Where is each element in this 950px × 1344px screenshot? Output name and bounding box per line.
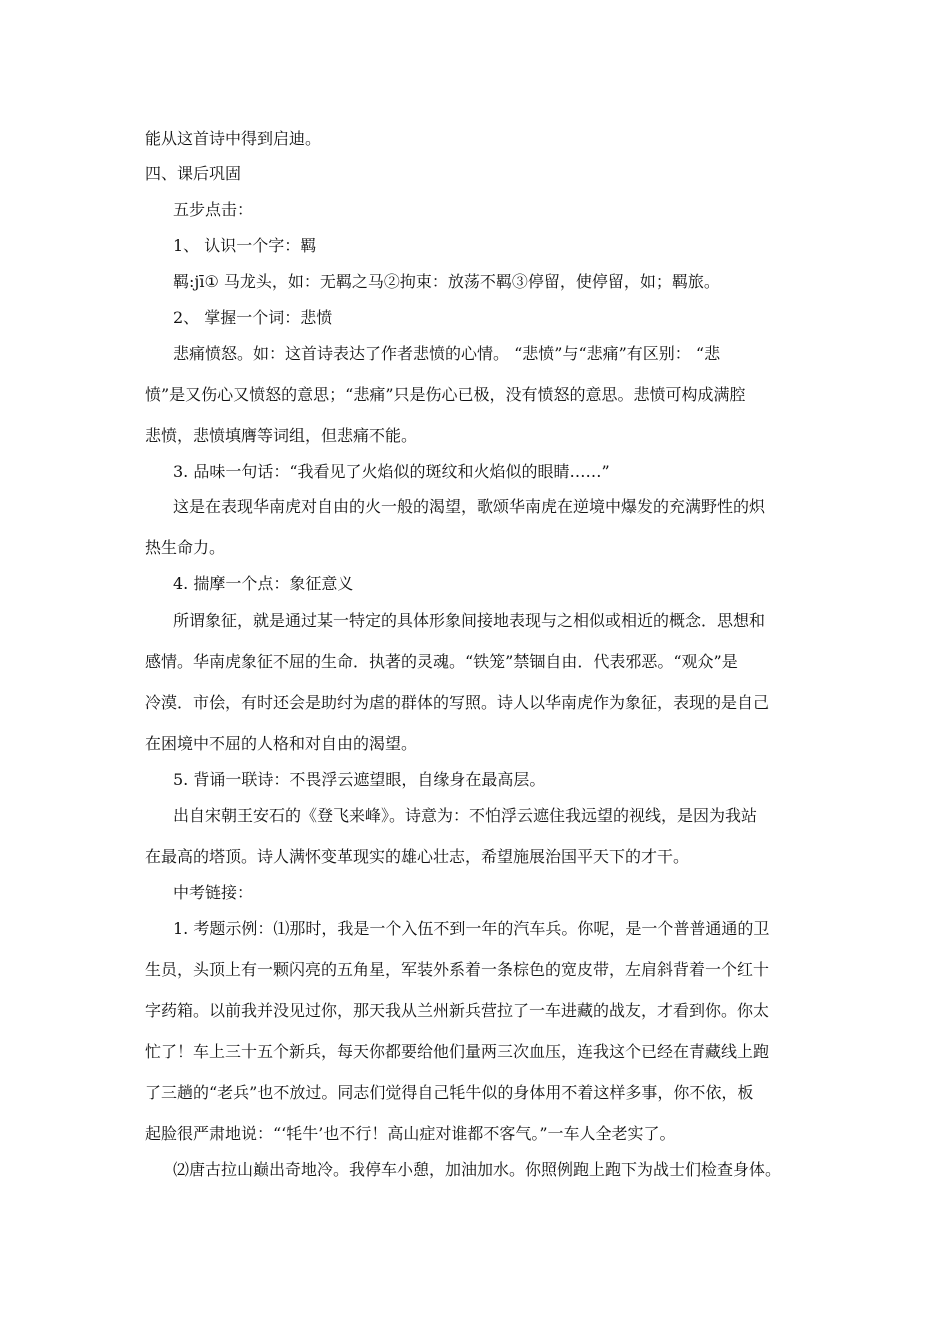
text-line: 所谓象征，就是通过某一特定的具体形象间接地表现与之相似或相近的概念．思想和	[173, 611, 766, 630]
section-heading: 四、课后巩固	[145, 164, 242, 183]
text-line: 五步点击：	[173, 200, 254, 219]
text-line: 愤”是又伤心又愤怒的意思；“悲痛”只是伤心已极，没有愤怒的意思。悲愤可构成满腔	[145, 385, 746, 404]
text-line: 悲痛愤怒。如：这首诗表达了作者悲愤的心情。 “悲愤”与“悲痛”有区别： “悲	[173, 344, 721, 363]
text-line: 在最高的塔顶。诗人满怀变革现实的雄心壮志，希望施展治国平天下的才干。	[145, 847, 690, 866]
text-line: 生员，头顶上有一颗闪亮的五角星，军装外系着一条棕色的宽皮带，左肩斜背着一个红十	[145, 960, 770, 979]
list-item: 3. 品味一句话：“我看见了火焰似的斑纹和火焰似的眼睛……”	[173, 462, 610, 481]
text-line: 悲愤，悲愤填膺等词组，但悲痛不能。	[145, 426, 418, 445]
text-line: 这是在表现华南虎对自由的火一般的渴望，歌颂华南虎在逆境中爆发的充满野性的炽	[173, 497, 766, 516]
text-line: 冷漠．市侩，有时还会是助纣为虐的群体的写照。诗人以华南虎作为象征，表现的是自己	[145, 693, 770, 712]
list-item: 2、 掌握一个词：悲愤	[173, 308, 333, 327]
list-item: 1. 考题示例：⑴那时，我是一个入伍不到一年的汽车兵。你呢，是一个普普通通的卫	[173, 919, 770, 938]
text-line: 起脸很严肃地说：“‘牦牛’也不行！高山症对谁都不客气。”一车人全老实了。	[145, 1124, 676, 1143]
list-item: 1、 认识一个字：羁	[173, 236, 317, 255]
text-line: 了三趟的“老兵”也不放过。同志们觉得自己牦牛似的身体用不着这样多事，你不依，板	[145, 1083, 754, 1102]
text-line: 出自宋朝王安石的《登飞来峰》。诗意为：不怕浮云遮住我远望的视线，是因为我站	[173, 806, 758, 825]
text-line: 在困境中不屈的人格和对自由的渴望。	[145, 734, 418, 753]
text-line: 字药箱。以前我并没见过你，那天我从兰州新兵营拉了一车进藏的战友，才看到你。你太	[145, 1001, 770, 1020]
text-line: 感情。华南虎象征不屈的生命．执著的灵魂。“铁笼”禁锢自由．代表邪恶。“观众”是	[145, 652, 738, 671]
section-heading: 中考链接：	[173, 883, 254, 902]
text-line: 羁:jī① 马龙头，如：无羁之马②拘束：放荡不羁③停留，使停留，如；羁旅。	[173, 272, 720, 291]
text-line: 能从这首诗中得到启迪。	[145, 129, 322, 148]
text-line: ⑵唐古拉山巅出奇地冷。我停车小憩，加油加水。你照例跑上跑下为战士们检查身体。	[173, 1160, 782, 1179]
text-line: 热生命力。	[145, 538, 226, 557]
text-line: 忙了！车上三十五个新兵，每天你都要给他们量两三次血压，连我这个已经在青藏线上跑	[145, 1042, 770, 1061]
list-item: 4. 揣摩一个点：象征意义	[173, 574, 354, 593]
list-item: 5. 背诵一联诗：不畏浮云遮望眼，自缘身在最高层。	[173, 770, 546, 789]
